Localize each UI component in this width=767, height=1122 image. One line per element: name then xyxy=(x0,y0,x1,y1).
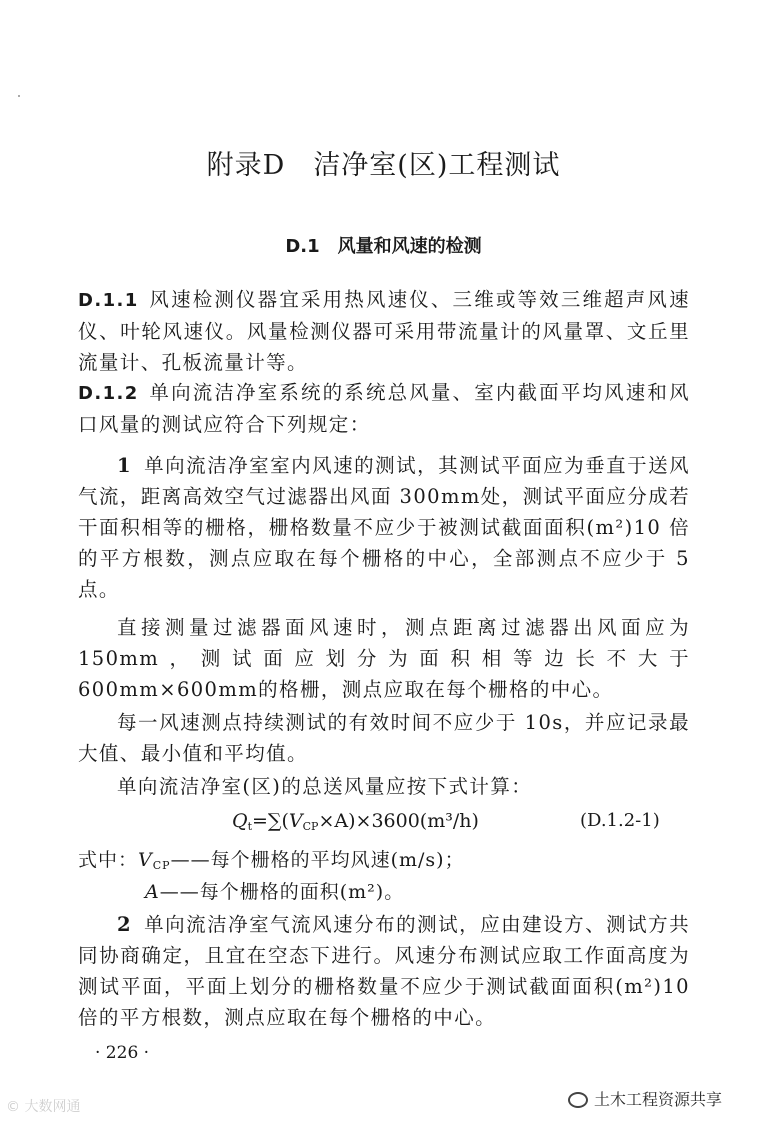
formula-q-sub: t xyxy=(247,820,252,833)
watermark-right-text: 土木工程资源共享 xyxy=(594,1090,723,1109)
appendix-title: 附录D 洁净室(区)工程测试 xyxy=(206,150,561,181)
formula-total-airflow xyxy=(232,810,479,833)
formula-q: Q xyxy=(232,810,248,832)
where-vcp xyxy=(78,845,465,872)
section-heading: D.1 风量和风速的检测 xyxy=(285,236,482,257)
clause-d-1-2 xyxy=(78,377,690,440)
var-v-sub: CP xyxy=(152,859,171,872)
wechat-icon xyxy=(568,1092,588,1108)
paragraph-direct-measurement: 直接测量过滤器面风速时，测点距离过滤器出风面应为150mm，测试面应划分为面积相等边长不大于 600mm×600mm的格栅，测点应取在每个栅格的中心。 xyxy=(78,616,690,701)
page-number: · 226 · xyxy=(95,1043,150,1063)
var-a: A xyxy=(145,881,160,903)
var-v: V xyxy=(138,849,153,871)
clause-text: 单向流洁净室系统的系统总风量、室内截面平均风速和风口风量的测试应符合下列规定： xyxy=(78,381,690,436)
formula-rest: ×A)×3600(m³/h) xyxy=(318,810,479,832)
where-lead: 式中： xyxy=(78,849,139,871)
var-a-desc: ——每个栅格的面积(m²)。 xyxy=(159,881,405,903)
clause-number: D.1.2 xyxy=(78,383,139,404)
item-text: 单向流洁净室气流风速分布的测试，应由建设方、测试方共同协商确定，且宜在空态下进行。风速分布测试应取工作面高度为测试平面，平面上划分的栅格数量不应少于测试截面面积(m²)10倍的平方根数，测点应取在每个栅格的中心。 xyxy=(78,913,690,1029)
scan-speck xyxy=(18,95,20,97)
var-v-desc: ——每个栅格的平均风速(m/s)； xyxy=(170,849,465,871)
formula-number: (D.1.2-1) xyxy=(580,810,660,831)
watermark-right xyxy=(568,1087,722,1110)
clause-text: 风速检测仪器宜采用热风速仪、三维或等效三维超声风速仪、叶轮风速仪。风量检测仪器可采用带流量计的风量罩、文丘里流量计、孔板流量计等。 xyxy=(78,288,690,374)
item-1 xyxy=(78,450,690,605)
item-number: 2 xyxy=(117,913,132,936)
watermark-left: © 大数网通 xyxy=(6,1099,81,1115)
paragraph-formula-intro: 单向流洁净室(区)的总送风量应按下式计算： xyxy=(117,775,533,798)
item-number: 1 xyxy=(117,454,132,477)
paragraph-test-duration: 每一风速测点持续测试的有效时间不应少于 10s，并应记录最大值、最小值和平均值。 xyxy=(78,711,690,765)
where-a xyxy=(145,877,404,904)
item-text: 单向流洁净室室内风速的测试，其测试平面应为垂直于送风气流，距离高效空气过滤器出风面 300mm处，测试平面应分成若干面积相等的栅格，栅格数量不应少于被测试截面面积(m²)10 倍的平方根数，测点应取在每个栅格的中心，全部测点不应少于 5 点。 xyxy=(78,454,690,601)
formula-v: V xyxy=(288,810,303,832)
formula-v-sub: CP xyxy=(302,820,319,833)
item-2 xyxy=(78,909,690,1033)
clause-d-1-1 xyxy=(78,284,690,378)
formula-eq: =∑( xyxy=(252,810,289,832)
clause-number: D.1.1 xyxy=(78,290,139,311)
